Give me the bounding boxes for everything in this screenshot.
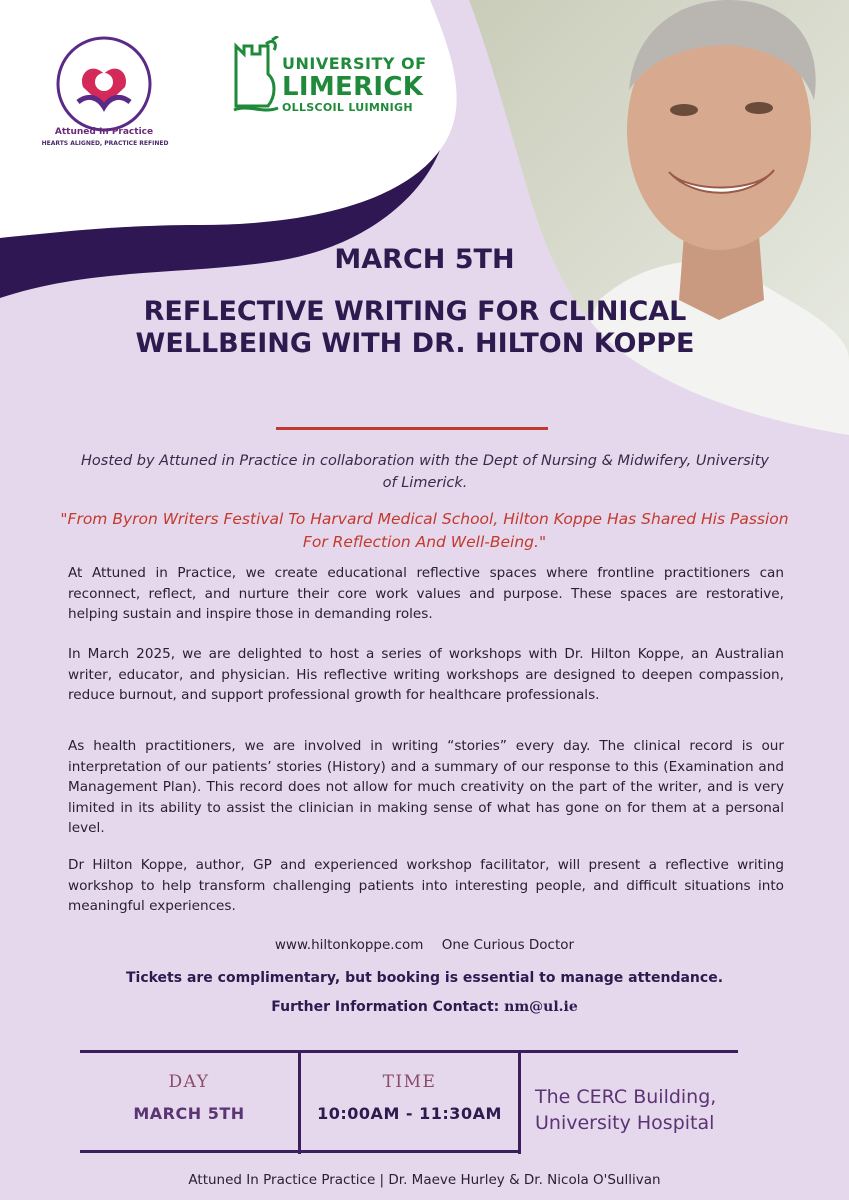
body-paragraph: In March 2025, we are delighted to host a series of workshops with Dr. Hilton Koppe, an Australian writer, educator, and physician. His reflective writing workshops are designed to deepen compassion, reduce burnout, and support professional growth for healthcare professionals. bbox=[68, 646, 784, 703]
body-paragraph: At Attuned in Practice, we create educational reflective spaces where frontline practitioners can reconnect, reflect, and nurture their core work values and purpose. These spaces are restorative, helping sustain and inspire those in demanding roles. bbox=[68, 565, 784, 622]
footer-credits: Attuned In Practice Practice | Dr. Maeve Hurley & Dr. Nicola O'Sullivan bbox=[188, 1172, 661, 1188]
body-paragraph: Dr Hilton Koppe, author, GP and experienced workshop facilitator, will present a reflective writing workshop to help transform challenging patients into interesting people, and difficult situations into meaningful experiences. bbox=[68, 857, 784, 914]
venue-cell bbox=[535, 1084, 745, 1136]
event-date-heading: MARCH 5TH bbox=[334, 244, 515, 275]
ul-line3: OLLSCOIL LUIMNIGH bbox=[282, 101, 413, 114]
attuned-tagline: HEARTS ALIGNED, PRACTICE REFINED bbox=[41, 140, 169, 147]
day-value: MARCH 5TH bbox=[133, 1104, 245, 1123]
day-cell bbox=[80, 1050, 298, 1154]
ul-wordmark bbox=[282, 56, 427, 113]
title-divider bbox=[276, 427, 548, 430]
event-title: REFLECTIVE WRITING FOR CLINICAL WELLBEING WITH DR. HILTON KOPPE bbox=[135, 296, 695, 359]
website-link[interactable]: www.hiltonkoppe.com bbox=[274, 937, 424, 953]
time-label: TIME bbox=[382, 1072, 437, 1092]
pull-quote: "From Byron Writers Festival To Harvard Medical School, Hilton Koppe Has Shared His Passion For Reflection And Well-Being." bbox=[60, 510, 789, 551]
links-row bbox=[0, 937, 849, 953]
ul-line2: LIMERICK bbox=[282, 72, 424, 102]
attuned-in-practice-logo bbox=[48, 32, 163, 157]
contact-line bbox=[0, 999, 849, 1015]
venue-line1: The CERC Building, bbox=[535, 1086, 717, 1108]
event-info-table bbox=[80, 1050, 738, 1154]
venue-line2: University Hospital bbox=[535, 1112, 715, 1134]
attuned-logo-text: Attuned In Practice bbox=[54, 127, 154, 137]
body-paragraph: As health practitioners, we are involved in writing “stories” every day. The clinical record is our interpretation of our patients’ stories (History) and a summary of our response to this (Examination and Management Plan). This record does not allow for much creativity on the part of the writer, and is very limited in its ability to assist the clinician in making sense of what has gone on for them at a personal level. bbox=[68, 738, 784, 836]
table-divider bbox=[518, 1050, 521, 1154]
contact-email-link[interactable]: nm@ul.ie bbox=[504, 999, 578, 1015]
contact-label: Further Information Contact: bbox=[271, 999, 500, 1015]
one-curious-doctor-text: One Curious Doctor bbox=[441, 937, 575, 953]
time-value: 10:00AM - 11:30AM bbox=[317, 1104, 502, 1123]
time-cell bbox=[301, 1050, 518, 1154]
tickets-note: Tickets are complimentary, but booking is essential to manage attendance. bbox=[125, 970, 724, 986]
day-label: DAY bbox=[168, 1072, 210, 1092]
hosted-by-text: Hosted by Attuned in Practice in collaboration with the Dept of Nursing & Midwifery, University of Limerick. bbox=[81, 453, 769, 491]
ul-line1: UNIVERSITY OF bbox=[282, 54, 427, 73]
